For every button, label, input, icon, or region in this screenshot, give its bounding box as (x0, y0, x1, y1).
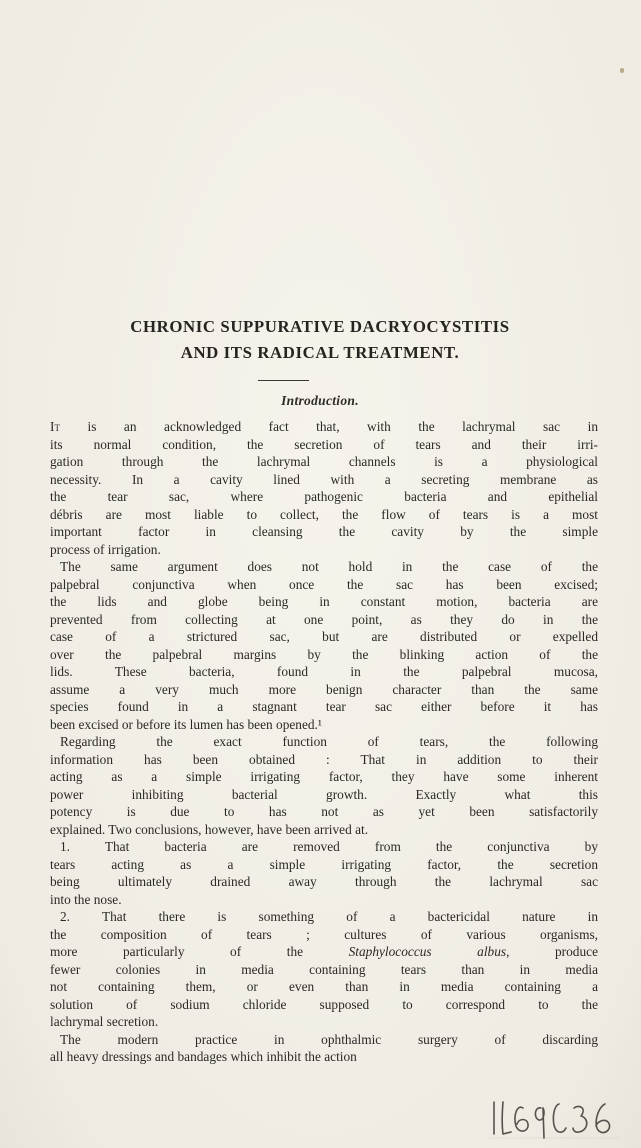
text-line: prevented from collecting at one point, as they do in the (50, 611, 598, 627)
text-line: all heavy dressings and bandages which inhibit the action (50, 1049, 357, 1064)
text-line: its normal condition, the secretion of tears and their irri- (50, 436, 598, 452)
text-line: assume a very much more benign character than the same (50, 681, 598, 697)
corner-mark (620, 68, 624, 73)
text-line: The same argument does not hold in the case of the (60, 559, 598, 574)
text-line: process of irrigation. (50, 541, 161, 557)
text-line: the composition of tears ; cultures of various organisms, (50, 926, 598, 942)
title-line-1: CHRONIC SUPPURATIVE DACRYOCYSTITIS (130, 317, 510, 336)
text-line: necessity. In a cavity lined with a secreting membrane as (50, 471, 598, 487)
text-line: It is an acknowledged fact that, with the lachrymal sac in (50, 419, 598, 434)
text-line: 2. That there is something of a bactericidal nature in (60, 909, 598, 924)
handwritten-accession-number (489, 1096, 619, 1140)
text-line: species found in a stagnant tear sac either before it has (50, 699, 598, 714)
text-line: lachrymal secretion. (50, 1014, 159, 1029)
text-line: potency is due to has not as yet been satisfactorily (50, 804, 598, 819)
text-line: case of a strictured sac, but are distributed or expelled (50, 629, 598, 644)
text-line: Regarding the exact function of tears, the following (60, 734, 598, 749)
text-line: being ultimately drained away through the lachrymal sac (50, 874, 598, 889)
text-line: acting as a simple irrigating factor, they have some inherent (50, 769, 598, 784)
text-line: lids. These bacteria, found in the palpebral mucosa, (50, 664, 598, 679)
text-line: the tear sac, where pathogenic bacteria and epithelial (50, 489, 598, 504)
text-line: débris are most liable to collect, the flow of tears is a most (50, 506, 598, 522)
title-line-2: AND ITS RADICAL TREATMENT. (180, 343, 460, 362)
text-line: been excised or before its lumen has been opened.¹ (50, 716, 322, 732)
text-line: 1. That bacteria are removed from the conjunctiva by (60, 839, 598, 854)
text-line: fewer colonies in media containing tears than in media (50, 961, 598, 977)
text-line: more particularly of the Staphylococcus albus, produce (50, 944, 598, 959)
section-heading: Introduction. (281, 393, 359, 408)
text-line: information has been obtained : That in addition to their (50, 751, 598, 767)
text-line: important factor in cleansing the cavity by the simple (50, 524, 598, 539)
text-line: explained. Two conclusions, however, have been arrived at. (50, 821, 369, 837)
text-line: solution of sodium chloride supposed to correspond to the (50, 996, 598, 1012)
text-line: The modern practice in ophthalmic surgery of discarding (60, 1031, 598, 1047)
text-line: into the nose. (50, 891, 122, 907)
body-text (50, 418, 598, 1066)
text-line: not containing them, or even than in media containing a (50, 979, 598, 994)
title-divider (258, 380, 309, 381)
text-line: over the palpebral margins by the blinking action of the (50, 646, 598, 662)
text-line: palpebral conjunctiva when once the sac has been excised; (50, 576, 598, 592)
text-line: the lids and globe being in constant motion, bacteria are (50, 594, 598, 609)
text-line: power inhibiting bacterial growth. Exactly what this (50, 786, 598, 802)
text-line: gation through the lachrymal channels is a physiological (50, 454, 598, 469)
text-line: tears acting as a simple irrigating factor, the secretion (50, 856, 598, 872)
